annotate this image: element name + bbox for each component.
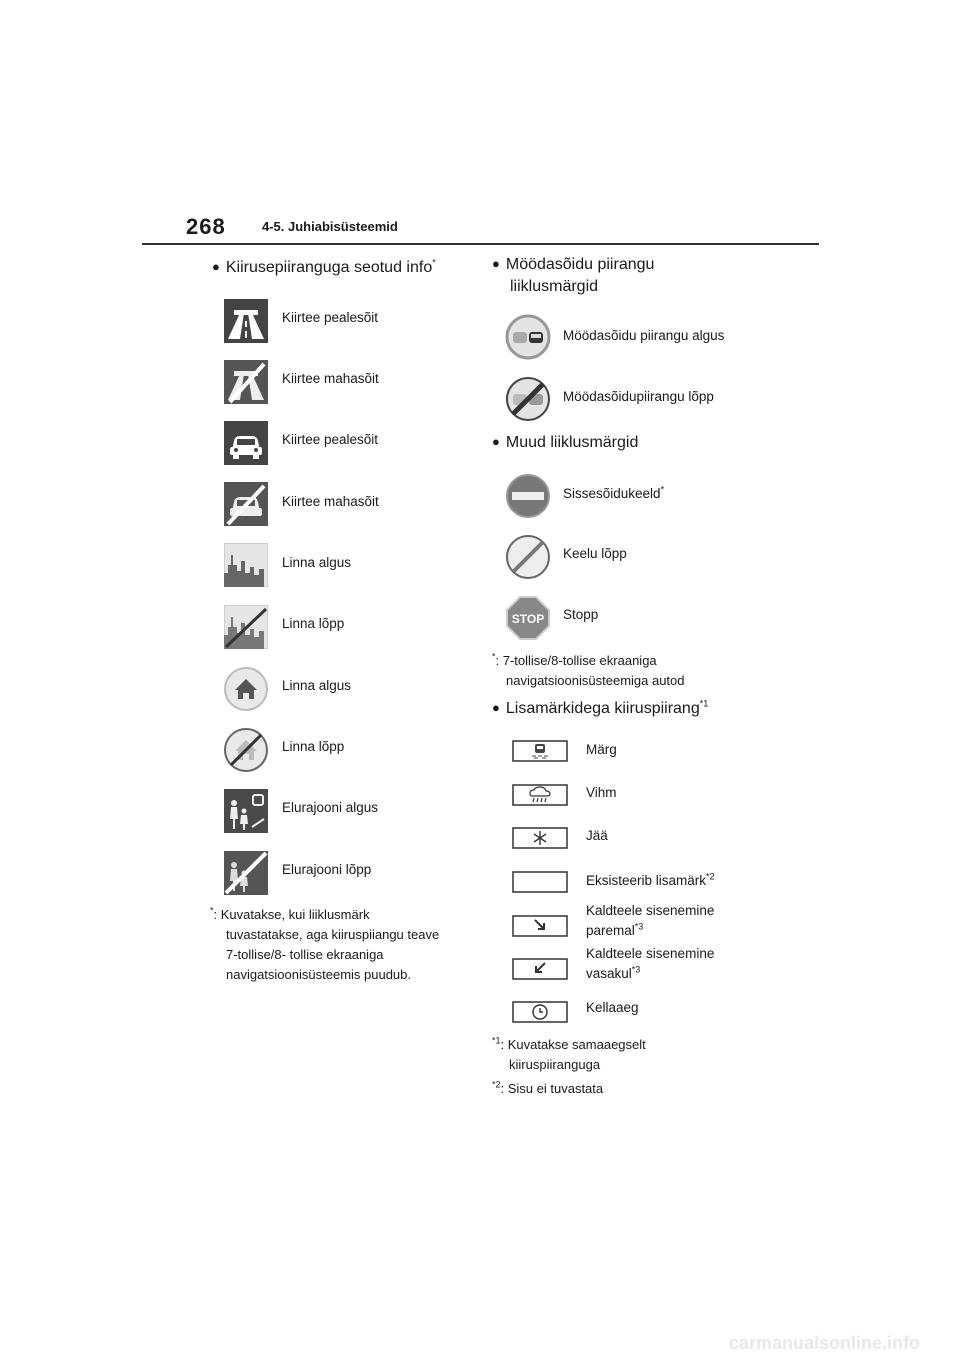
ice-icon (512, 827, 568, 849)
list-item-label: Linna algus (282, 678, 352, 693)
rain-icon (512, 784, 568, 806)
speed-info-heading: ● Kiirusepiiranguga seotud info* (212, 257, 436, 276)
stop-sign-icon (505, 595, 551, 641)
clock-icon (512, 1001, 568, 1023)
footnote-star: *: Kuvatakse, kui liiklusmärk tuvastatakse, aga kiiruspiiangu teave 7-tollise/8- tollise ekraaniga navigatsioonisüsteemis puudub. (210, 905, 440, 982)
exit-right-arrow-icon (512, 915, 568, 937)
list-item-label: Kiirtee mahasõit (282, 494, 379, 509)
stop-sign-text: STOP (511, 612, 545, 626)
list-item-label: Kiirtee pealesõit (282, 310, 379, 325)
expressway-exit-icon (224, 482, 268, 526)
town-end-icon (223, 727, 269, 773)
city-end-icon (224, 605, 268, 649)
bullet: ● (212, 259, 220, 274)
list-item-label: Kiirtee pealesõit (282, 432, 379, 447)
footnote-1: $^{*1}$: Kuvatakse samaaegselt kiiruspiiranguga (492, 1035, 646, 1072)
exit-left-arrow-icon (512, 958, 568, 980)
end-no-overtaking-icon (505, 376, 551, 422)
town-start-icon (223, 666, 269, 712)
list-item-label: Stopp (563, 607, 599, 622)
wet-road-icon (512, 740, 568, 762)
list-item-label: Eksisteerib lisamärk$^{*2}$ (586, 871, 715, 888)
footnote-2: $^{*2}$: Sisu ei tuvastata (492, 1079, 604, 1096)
list-item-label: Möödasõidu piirangu algus (563, 328, 725, 343)
list-item-label: Möödasõidupiirangu lõpp (563, 389, 714, 404)
list-item-label: Linna algus (282, 555, 352, 570)
other-signs-heading: ● Muud liiklusmärgid (492, 434, 639, 451)
list-item-label: Linna lõpp (282, 616, 345, 631)
list-item-label: Kiirtee mahasõit (282, 371, 379, 386)
list-item-label: Kaldteele sisenemine paremal$^{*3}$ (586, 903, 715, 938)
additional-signs-heading: ● Lisamärkidega kiiruspiirang$^{*1}$ (492, 698, 709, 717)
page-number: 268 (186, 214, 226, 239)
no-overtaking-icon (505, 314, 551, 360)
list-item-label: Kaldteele sisenemine vasakul$^{*3}$ (586, 946, 715, 981)
list-item-label: Keelu lõpp (563, 546, 627, 561)
list-item-label: Vihm (586, 785, 617, 800)
header-divider (142, 243, 819, 245)
motorway-entry-icon (224, 299, 268, 343)
list-item-label: Kellaaeg (586, 1000, 639, 1015)
list-item-label: Linna lõpp (282, 739, 345, 754)
expressway-entry-icon (224, 421, 268, 465)
list-item-label: Elurajooni algus (282, 800, 379, 815)
list-item-label: Elurajooni lõpp (282, 862, 372, 877)
residential-end-icon (224, 851, 268, 895)
blank-plate-icon (512, 871, 568, 893)
city-start-icon (224, 543, 268, 587)
residential-start-icon (224, 789, 268, 833)
section-title: 4-5. Juhiabisüsteemid (262, 219, 398, 234)
watermark: carmanualsonline.info (728, 1333, 920, 1353)
list-item-label: Märg (586, 742, 617, 757)
overtaking-heading: ● Möödasõidu piirangu liiklusmärgid (492, 256, 655, 295)
end-of-restriction-icon (505, 534, 551, 580)
motorway-exit-icon (224, 360, 268, 404)
list-item-label: Sissesõidukeeld* (563, 484, 665, 501)
footnote-star: *: 7-tollise/8-tollise ekraaniga navigatsioonisüsteemiga autod (492, 651, 685, 688)
list-item-label: Jää (586, 828, 608, 843)
no-entry-icon (505, 473, 551, 519)
